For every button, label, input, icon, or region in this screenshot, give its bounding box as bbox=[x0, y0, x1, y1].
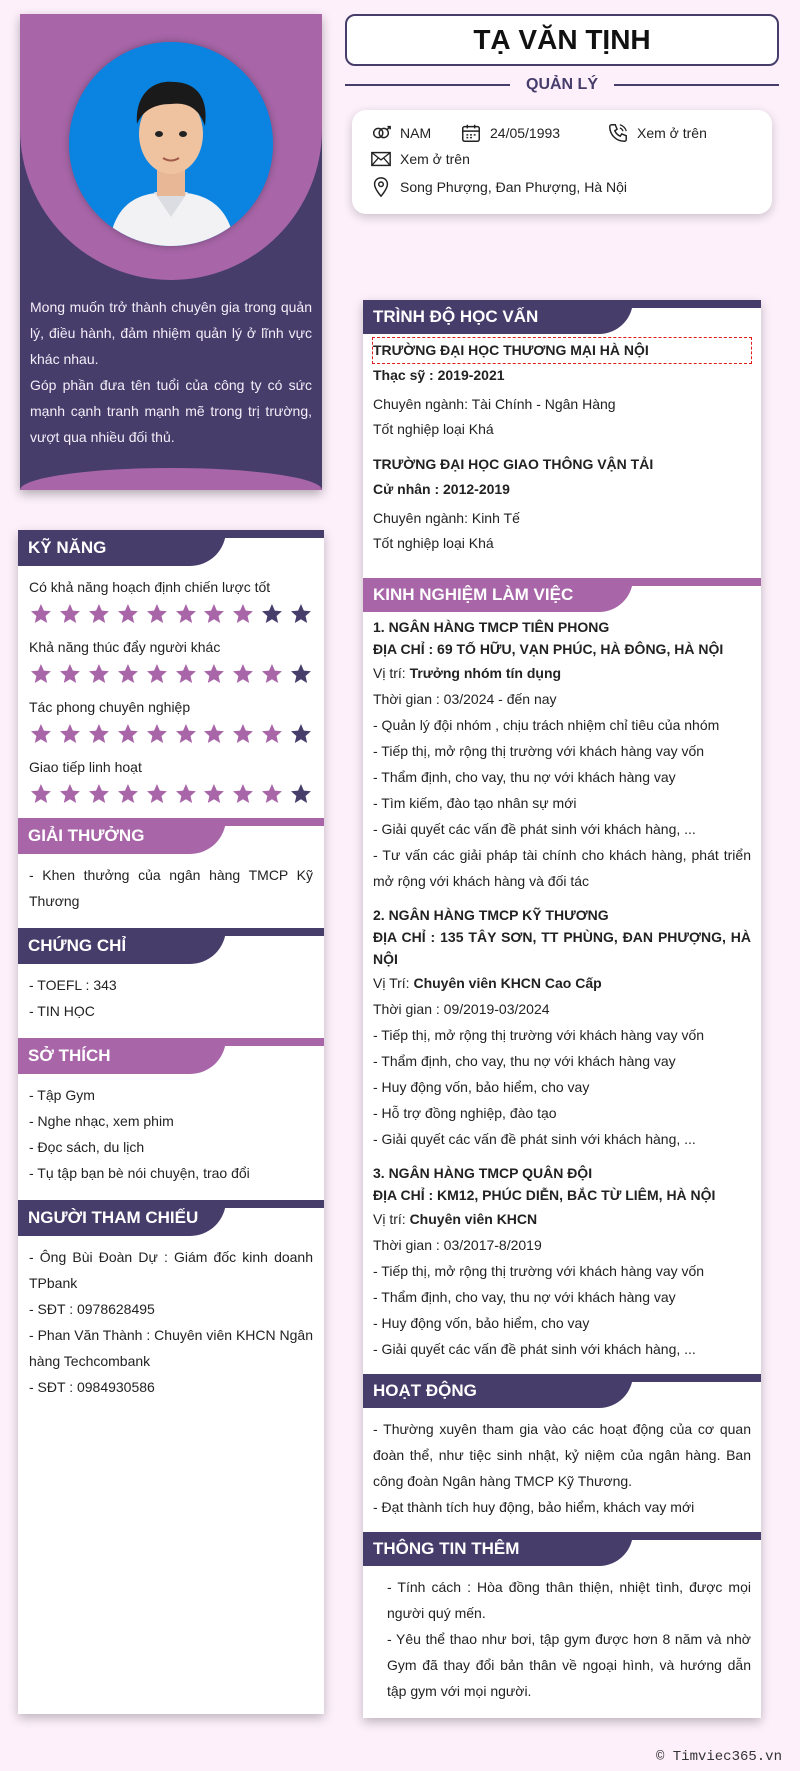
skill-rating bbox=[29, 662, 313, 686]
star-icon bbox=[231, 782, 255, 806]
company-name: 3. NGÂN HÀNG TMCP QUÂN ĐỘI bbox=[373, 1165, 593, 1181]
star-icon bbox=[58, 722, 82, 746]
hobby-item: - Tập Gym bbox=[29, 1087, 95, 1103]
career-objective bbox=[30, 294, 312, 450]
email-icon bbox=[370, 148, 392, 170]
section-title: GIẢI THƯỞNG bbox=[18, 818, 226, 854]
star-icon bbox=[87, 602, 111, 626]
position-value: Chuyên viên KHCN bbox=[409, 1211, 538, 1227]
job-title: QUẢN LÝ bbox=[526, 76, 598, 93]
star-icon bbox=[87, 662, 111, 686]
footer-watermark: © Timviec365.vn bbox=[655, 1749, 782, 1765]
calendar-icon bbox=[460, 122, 482, 144]
section-title: SỞ THÍCH bbox=[18, 1038, 226, 1074]
star-icon bbox=[87, 782, 111, 806]
star-icon bbox=[29, 662, 53, 686]
star-icon bbox=[202, 662, 226, 686]
star-icon bbox=[289, 722, 313, 746]
phone-row bbox=[607, 122, 707, 144]
job-duty: - Thẩm định, cho vay, thu nợ với khách hàng vay bbox=[373, 1053, 676, 1069]
star-icon bbox=[289, 662, 313, 686]
star-icon bbox=[260, 722, 284, 746]
experience-body bbox=[363, 612, 761, 1370]
education-header bbox=[363, 300, 761, 334]
skill-label: Khả năng thúc đẩy người khác bbox=[29, 639, 221, 655]
skill-label: Giao tiếp linh hoạt bbox=[29, 759, 142, 775]
job-duty: - Thẩm định, cho vay, thu nợ với khách hàng vay bbox=[373, 769, 676, 785]
skill-rating bbox=[29, 602, 313, 626]
star-icon bbox=[145, 722, 169, 746]
objective-line: Mong muốn trở thành chuyên gia trong quản lý, điều hành, đảm nhiệm quản lý ở lĩnh vực khác nhau. bbox=[30, 299, 312, 367]
references-body bbox=[18, 1236, 324, 1410]
star-icon bbox=[116, 782, 140, 806]
certificates-header bbox=[18, 928, 324, 964]
section-title: KỸ NĂNG bbox=[18, 530, 226, 566]
gender-icon bbox=[370, 122, 392, 144]
skill-rating bbox=[29, 722, 313, 746]
star-icon bbox=[202, 782, 226, 806]
extra-item: - Tính cách : Hòa đồng thân thiện, nhiệt tình, được mọi người quý mến. bbox=[387, 1579, 751, 1621]
skill-item bbox=[18, 758, 324, 806]
hobby-item: - Tụ tập bạn bè nói chuyện, trao đổi bbox=[29, 1165, 250, 1181]
company-name: 2. NGÂN HÀNG TMCP KỸ THƯƠNG bbox=[373, 907, 609, 923]
skill-label: Tác phong chuyên nghiệp bbox=[29, 699, 191, 715]
job-duty: - Giải quyết các vấn đề phát sinh với khách hàng, ... bbox=[373, 821, 696, 837]
extra-info-header bbox=[363, 1532, 761, 1566]
school-name: TRƯỜNG ĐẠI HỌC GIAO THÔNG VẬN TẢI bbox=[373, 456, 654, 472]
skills-list bbox=[18, 578, 324, 806]
star-icon bbox=[29, 782, 53, 806]
job-duty: - Tiếp thị, mở rộng thị trường với khách hàng vay vốn bbox=[373, 1027, 705, 1043]
divider bbox=[614, 84, 779, 86]
skill-item bbox=[18, 698, 324, 746]
job-entry bbox=[373, 1162, 751, 1362]
reference-item: - Ông Bùi Đoàn Dự : Giám đốc kinh doanh TPbank bbox=[29, 1249, 313, 1291]
degree: Thạc sỹ : 2019-2021 bbox=[373, 367, 505, 383]
avatar-photo bbox=[69, 42, 273, 246]
star-icon bbox=[174, 722, 198, 746]
certificate-item: - TIN HỌC bbox=[29, 1003, 95, 1019]
gender-value: NAM bbox=[400, 125, 432, 141]
school-name: TRƯỜNG ĐẠI HỌC THƯƠNG MẠI HÀ NỘI bbox=[373, 338, 751, 363]
hobbies-body bbox=[18, 1074, 324, 1196]
role-line bbox=[345, 74, 779, 96]
job-duty: - Huy động vốn, bảo hiểm, cho vay bbox=[373, 1079, 590, 1095]
reference-item: - SĐT : 0984930586 bbox=[29, 1379, 155, 1395]
award-item: - Khen thưởng của ngân hàng TMCP Kỹ Thương bbox=[29, 867, 313, 909]
address-value: Song Phượng, Đan Phượng, Hà Nội bbox=[400, 179, 628, 195]
candidate-name: TẠ VĂN TỊNH bbox=[345, 14, 779, 66]
profile-panel bbox=[20, 14, 322, 490]
phone-value: Xem ở trên bbox=[637, 125, 707, 141]
job-duty: - Huy động vốn, bảo hiểm, cho vay bbox=[373, 1315, 590, 1331]
position-row bbox=[373, 970, 751, 996]
email-value: Xem ở trên bbox=[400, 151, 470, 167]
star-icon bbox=[29, 602, 53, 626]
position-value: Trưởng nhóm tín dụng bbox=[409, 665, 562, 681]
birthdate-row bbox=[460, 122, 560, 144]
skill-label: Có khả năng hoạch định chiến lược tốt bbox=[29, 579, 271, 595]
gender-row bbox=[370, 122, 431, 144]
certificate-item: - TOEFL : 343 bbox=[29, 977, 117, 993]
star-icon bbox=[58, 782, 82, 806]
job-duty: - Tiếp thị, mở rộng thị trường với khách hàng vay vốn bbox=[373, 743, 705, 759]
job-time: Thời gian : 09/2019-03/2024 bbox=[373, 1001, 550, 1017]
activities-header bbox=[363, 1374, 761, 1408]
star-icon bbox=[260, 602, 284, 626]
degree: Cử nhân : 2012-2019 bbox=[373, 481, 510, 497]
address-row bbox=[370, 176, 627, 198]
skills-header bbox=[18, 530, 324, 566]
star-icon bbox=[231, 602, 255, 626]
divider bbox=[345, 84, 510, 86]
right-column bbox=[363, 300, 761, 1718]
star-icon bbox=[289, 602, 313, 626]
star-icon bbox=[202, 602, 226, 626]
job-time: Thời gian : 03/2017-8/2019 bbox=[373, 1237, 542, 1253]
hobby-item: - Đọc sách, du lịch bbox=[29, 1139, 145, 1155]
skill-item bbox=[18, 638, 324, 686]
job-duty: - Tư vấn các giải pháp tài chính cho khách hàng, phát triển mở rộng với khách hàng và đối tác bbox=[373, 847, 751, 889]
section-title: NGƯỜI THAM CHIẾU bbox=[18, 1200, 226, 1236]
star-icon bbox=[58, 662, 82, 686]
birthdate-value: 24/05/1993 bbox=[490, 125, 561, 141]
section-title: HOẠT ĐỘNG bbox=[363, 1374, 633, 1408]
location-icon bbox=[370, 176, 392, 198]
star-icon bbox=[174, 602, 198, 626]
star-icon bbox=[145, 662, 169, 686]
star-icon bbox=[145, 602, 169, 626]
job-duty: - Giải quyết các vấn đề phát sinh với khách hàng, ... bbox=[373, 1341, 696, 1357]
position-label: Vị trí: bbox=[373, 665, 410, 681]
extra-info-body bbox=[363, 1566, 761, 1712]
section-title: THÔNG TIN THÊM bbox=[363, 1532, 633, 1566]
job-entry bbox=[373, 904, 751, 1152]
job-time: Thời gian : 03/2024 - đến nay bbox=[373, 691, 557, 707]
education-body bbox=[363, 334, 761, 564]
section-title: KINH NGHIỆM LÀM VIỆC bbox=[363, 578, 633, 612]
reference-item: - Phan Văn Thành : Chuyên viên KHCN Ngân hàng Techcombank bbox=[29, 1327, 313, 1369]
email-row bbox=[370, 148, 470, 170]
star-icon bbox=[289, 782, 313, 806]
job-duty: - Thẩm định, cho vay, thu nợ với khách hàng vay bbox=[373, 1289, 676, 1305]
awards-header bbox=[18, 818, 324, 854]
star-icon bbox=[145, 782, 169, 806]
company-name: 1. NGÂN HÀNG TMCP TIÊN PHONG bbox=[373, 619, 610, 635]
job-duty: - Hỗ trợ đồng nghiệp, đào tạo bbox=[373, 1105, 557, 1121]
activity-item: - Thường xuyên tham gia vào các hoạt động của cơ quan đoàn thể, như tiệc sinh nhật, kỷ niệm của ngân hàng. Ban công đoàn Ngân hàng TMCP Kỹ Thương. bbox=[373, 1421, 751, 1489]
job-duty: - Tiếp thị, mở rộng thị trường với khách hàng vay vốn bbox=[373, 1263, 705, 1279]
skill-item bbox=[18, 578, 324, 626]
major: Chuyên ngành: Kinh Tế bbox=[373, 510, 520, 526]
job-duty: - Tìm kiếm, đào tạo nhân sự mới bbox=[373, 795, 577, 811]
left-column bbox=[18, 530, 324, 1714]
contact-card bbox=[352, 110, 772, 214]
company-address: ĐỊA CHỈ : KM12, PHÚC DIỄN, BẮC TỪ LIÊM, HÀ NỘI bbox=[373, 1187, 716, 1203]
star-icon bbox=[260, 662, 284, 686]
activities-body bbox=[363, 1408, 761, 1528]
section-title: TRÌNH ĐỘ HỌC VẤN bbox=[363, 300, 633, 334]
reference-item: - SĐT : 0978628495 bbox=[29, 1301, 155, 1317]
awards-body bbox=[18, 854, 324, 924]
job-entry bbox=[373, 616, 751, 894]
job-duty: - Giải quyết các vấn đề phát sinh với khách hàng, ... bbox=[373, 1131, 696, 1147]
position-label: Vị trí: bbox=[373, 1211, 410, 1227]
star-icon bbox=[231, 722, 255, 746]
star-icon bbox=[87, 722, 111, 746]
extra-item: - Yêu thể thao như bơi, tập gym được hơn 8 năm và nhờ Gym đã thay đổi bản thân về ngoại hình, và hướng dẫn tập gym với mọi người. bbox=[387, 1631, 751, 1699]
section-title: CHỨNG CHỈ bbox=[18, 928, 226, 964]
grade: Tốt nghiệp loại Khá bbox=[373, 535, 494, 551]
star-icon bbox=[116, 722, 140, 746]
star-icon bbox=[174, 662, 198, 686]
experience-header bbox=[363, 578, 761, 612]
star-icon bbox=[202, 722, 226, 746]
major: Chuyên ngành: Tài Chính - Ngân Hàng bbox=[373, 396, 616, 412]
panel-wave bbox=[20, 468, 322, 490]
company-address: ĐỊA CHỈ : 69 TỐ HỮU, VẠN PHÚC, HÀ ĐÔNG, HÀ NỘI bbox=[373, 641, 724, 657]
position-label: Vị Trí: bbox=[373, 975, 414, 991]
phone-icon bbox=[607, 122, 629, 144]
avatar bbox=[69, 42, 273, 246]
star-icon bbox=[116, 662, 140, 686]
references-header bbox=[18, 1200, 324, 1236]
position-value: Chuyên viên KHCN Cao Cấp bbox=[413, 975, 602, 991]
company-address: ĐỊA CHỈ : 135 TÂY SƠN, TT PHÙNG, ĐAN PHƯỢNG, HÀ NỘI bbox=[373, 929, 751, 967]
objective-line: Góp phần đưa tên tuổi của công ty có sức mạnh cạnh tranh mạnh mẽ trong trị trường, vượt qua nhiều đối thủ. bbox=[30, 377, 312, 445]
star-icon bbox=[116, 602, 140, 626]
position-row bbox=[373, 1206, 751, 1232]
star-icon bbox=[260, 782, 284, 806]
certificates-body bbox=[18, 964, 324, 1034]
star-icon bbox=[29, 722, 53, 746]
grade: Tốt nghiệp loại Khá bbox=[373, 421, 494, 437]
position-row bbox=[373, 660, 751, 686]
hobbies-header bbox=[18, 1038, 324, 1074]
star-icon bbox=[174, 782, 198, 806]
job-duty: - Quản lý đội nhóm , chịu trách nhiệm chỉ tiêu của nhóm bbox=[373, 717, 720, 733]
activity-item: - Đạt thành tích huy động, bảo hiểm, khách vay mới bbox=[373, 1499, 695, 1515]
star-icon bbox=[231, 662, 255, 686]
hobby-item: - Nghe nhạc, xem phim bbox=[29, 1113, 174, 1129]
skill-rating bbox=[29, 782, 313, 806]
star-icon bbox=[58, 602, 82, 626]
